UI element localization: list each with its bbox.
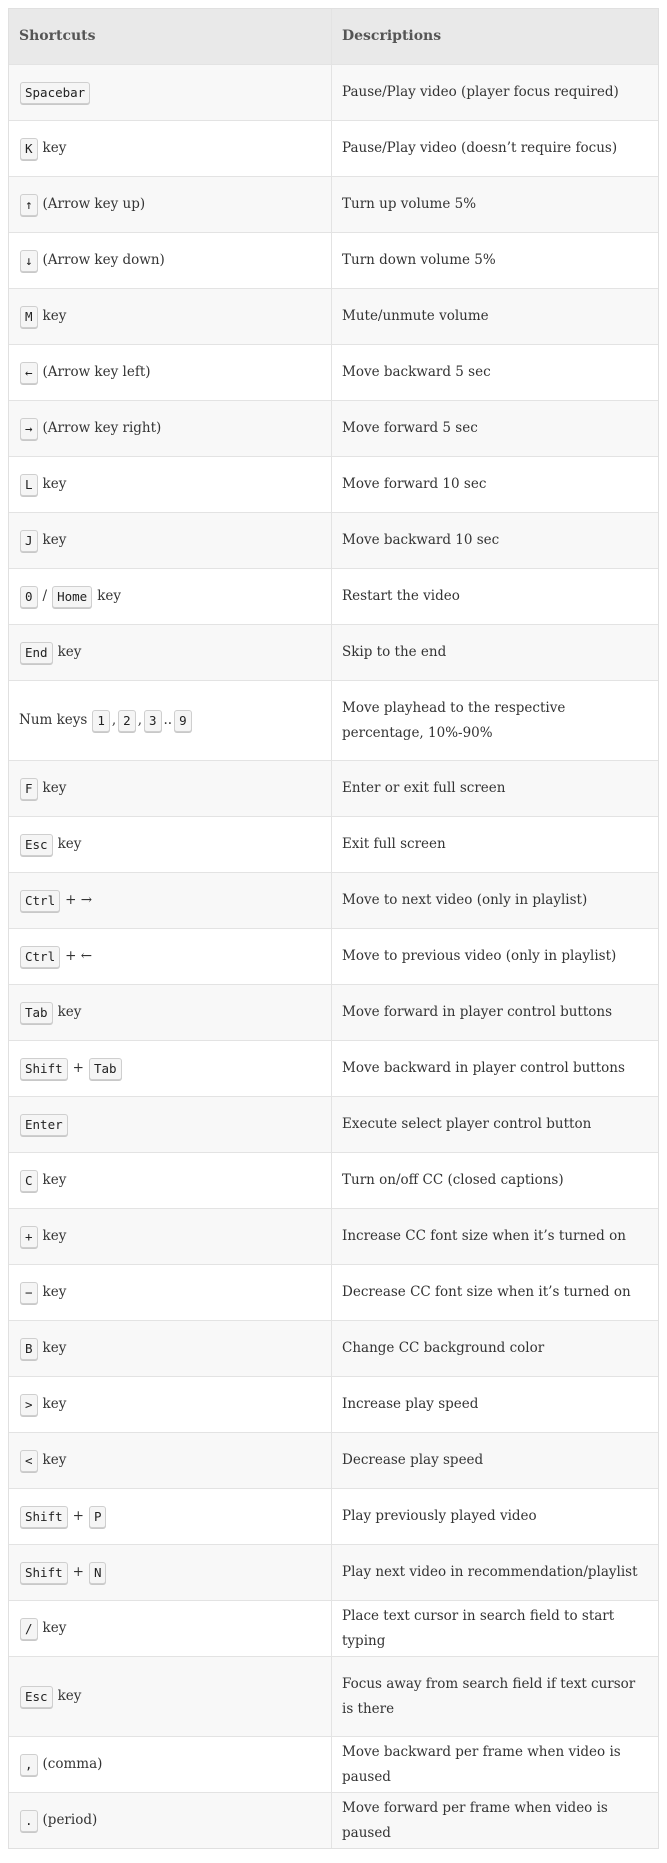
table-row — [9, 1432, 658, 1488]
key-cap: ↓ — [20, 250, 38, 272]
description-cell: Move forward in player control buttons — [342, 1004, 613, 1020]
description-cell: Change CC background color — [342, 1340, 545, 1356]
table-row — [9, 1376, 658, 1432]
key-cap: K — [20, 138, 38, 160]
shortcut-suffix: key — [42, 1172, 67, 1188]
shortcut-cell — [9, 1793, 332, 1848]
description-cell: Skip to the end — [342, 644, 447, 660]
key-cap: 2 — [118, 710, 136, 732]
shortcut-suffix: (Arrow key left) — [42, 364, 151, 380]
key-joiner: + — [72, 1060, 84, 1076]
key-cap: Home — [52, 586, 92, 608]
description-cell: Move backward per frame when video is paused — [342, 1743, 621, 1785]
header-shortcuts: Shortcuts — [9, 9, 332, 64]
key-joiner: , — [111, 712, 117, 728]
shortcut-suffix: key — [42, 1284, 67, 1300]
key-cap: Tab — [89, 1058, 122, 1080]
table-row — [9, 1320, 658, 1376]
description-cell: Execute select player control button — [342, 1116, 592, 1132]
table-row — [9, 176, 658, 232]
table-row — [9, 344, 658, 400]
table-row — [9, 1208, 658, 1264]
description-cell: Mute/unmute volume — [342, 308, 489, 324]
key-cap: 1 — [92, 710, 110, 732]
shortcut-cell — [9, 1265, 332, 1320]
key-cap: ↑ — [20, 194, 38, 216]
key-joiner: + — [72, 1508, 84, 1524]
description-cell: Pause/Play video (player focus required) — [342, 84, 619, 100]
table-header-row — [9, 9, 658, 64]
description-cell: Move forward 10 sec — [342, 476, 487, 492]
shortcut-cell — [9, 569, 332, 624]
shortcut-cell — [9, 1433, 332, 1488]
shortcut-suffix: (period) — [42, 1812, 98, 1828]
table-row — [9, 1736, 658, 1792]
key-joiner: / — [42, 588, 48, 604]
description-cell: Turn on/off CC (closed captions) — [342, 1172, 564, 1188]
shortcut-cell — [9, 625, 332, 680]
shortcut-suffix: key — [57, 1688, 82, 1704]
shortcut-cell — [9, 1737, 332, 1792]
description-cell: Play previously played video — [342, 1508, 537, 1524]
key-cap: Shift — [20, 1506, 68, 1528]
key-cap: F — [20, 778, 38, 800]
shortcut-suffix: key — [42, 532, 67, 548]
shortcut-cell — [9, 817, 332, 872]
table-row — [9, 512, 658, 568]
description-cell: Decrease play speed — [342, 1452, 484, 1468]
shortcut-cell — [9, 233, 332, 288]
table-row — [9, 872, 658, 928]
shortcut-suffix: key — [42, 308, 67, 324]
key-joiner: + — [72, 1564, 84, 1580]
key-joiner: , — [137, 712, 142, 728]
shortcut-cell — [9, 289, 332, 344]
shortcut-suffix: key — [57, 836, 82, 852]
shortcut-cell — [9, 1041, 332, 1096]
key-cap: ← — [20, 362, 38, 384]
shortcut-cell — [9, 985, 332, 1040]
shortcut-suffix: (comma) — [42, 1756, 103, 1772]
shortcut-cell — [9, 401, 332, 456]
description-cell: Move backward in player control buttons — [342, 1060, 625, 1076]
shortcut-cell — [9, 1209, 332, 1264]
table-row — [9, 1152, 658, 1208]
shortcut-suffix: key — [42, 140, 67, 156]
shortcut-cell — [9, 761, 332, 816]
key-cap: P — [89, 1506, 107, 1528]
key-cap: C — [20, 1170, 38, 1192]
description-cell: Pause/Play video (doesn’t require focus) — [342, 140, 618, 156]
shortcut-cell — [9, 65, 332, 120]
table-row — [9, 928, 658, 984]
key-cap: Tab — [20, 1002, 53, 1024]
description-cell: Increase play speed — [342, 1396, 479, 1412]
table-row — [9, 568, 658, 624]
shortcut-cell — [9, 681, 332, 760]
shortcut-cell — [9, 121, 332, 176]
shortcut-cell — [9, 513, 332, 568]
table-row — [9, 984, 658, 1040]
shortcut-cell — [9, 1657, 332, 1736]
key-cap: N — [89, 1562, 107, 1584]
table-row — [9, 456, 658, 512]
description-cell: Turn up volume 5% — [342, 196, 477, 212]
table-row — [9, 288, 658, 344]
description-cell: Place text cursor in search field to start typing — [342, 1607, 615, 1649]
key-cap: M — [20, 306, 38, 328]
description-cell: Decrease CC font size when it’s turned on — [342, 1284, 631, 1300]
key-cap: → — [20, 418, 38, 440]
key-cap: Shift — [20, 1562, 68, 1584]
key-cap: L — [20, 474, 38, 496]
shortcut-suffix: key — [97, 588, 121, 604]
key-cap: < — [20, 1450, 38, 1472]
key-cap: Enter — [20, 1114, 68, 1136]
shortcut-cell — [9, 1545, 332, 1600]
shortcut-cell — [9, 929, 332, 984]
shortcut-cell — [9, 1153, 332, 1208]
shortcut-suffix: + → — [65, 892, 93, 908]
shortcut-suffix: key — [42, 1452, 67, 1468]
shortcut-prefix: Num keys — [19, 712, 88, 728]
shortcut-cell — [9, 1377, 332, 1432]
shortcut-suffix: key — [42, 1396, 67, 1412]
table-body — [9, 64, 658, 1848]
description-cell: Play next video in recommendation/playlist — [342, 1564, 638, 1580]
shortcut-cell — [9, 345, 332, 400]
shortcut-suffix: + ← — [65, 948, 93, 964]
table-row — [9, 816, 658, 872]
description-cell: Exit full screen — [342, 836, 446, 852]
shortcut-cell — [9, 177, 332, 232]
description-cell: Focus away from search field if text cursor is there — [342, 1675, 636, 1717]
description-cell: Move forward per frame when video is paused — [342, 1799, 608, 1841]
table-row — [9, 1544, 658, 1600]
key-cap: Ctrl — [20, 946, 60, 968]
key-cap: 0 — [20, 586, 38, 608]
key-cap: Ctrl — [20, 890, 60, 912]
shortcut-cell — [9, 1097, 332, 1152]
table-row — [9, 1792, 658, 1848]
shortcut-cell — [9, 873, 332, 928]
key-cap: Esc — [20, 1686, 53, 1708]
key-cap: / — [20, 1618, 38, 1640]
table-row — [9, 1656, 658, 1736]
table-row — [9, 64, 658, 120]
table-row — [9, 1600, 658, 1656]
shortcut-suffix: key — [42, 1620, 67, 1636]
shortcut-cell — [9, 457, 332, 512]
description-cell: Increase CC font size when it’s turned on — [342, 1228, 626, 1244]
shortcut-cell — [9, 1321, 332, 1376]
key-cap: J — [20, 530, 38, 552]
table-row — [9, 1488, 658, 1544]
shortcut-suffix: key — [42, 1228, 67, 1244]
shortcut-suffix: (Arrow key up) — [42, 196, 146, 212]
description-cell: Enter or exit full screen — [342, 780, 506, 796]
description-cell: Move playhead to the respective percentage, 10%-90% — [342, 699, 566, 741]
key-cap: End — [20, 642, 53, 664]
table-row — [9, 120, 658, 176]
shortcut-suffix: key — [42, 780, 67, 796]
table-row — [9, 624, 658, 680]
shortcuts-table — [8, 8, 659, 1849]
key-cap: B — [20, 1338, 38, 1360]
key-cap: − — [20, 1282, 38, 1304]
key-cap: Spacebar — [20, 82, 90, 104]
table-row — [9, 680, 658, 760]
key-cap: > — [20, 1394, 38, 1416]
key-cap: . — [20, 1810, 38, 1832]
key-cap: Esc — [20, 834, 53, 856]
key-cap: 9 — [174, 710, 192, 732]
key-cap: 3 — [144, 710, 162, 732]
description-cell: Restart the video — [342, 588, 460, 604]
shortcut-suffix: key — [57, 644, 82, 660]
key-cap: + — [20, 1226, 38, 1248]
table-row — [9, 400, 658, 456]
table-row — [9, 1096, 658, 1152]
header-descriptions: Descriptions — [342, 28, 442, 44]
key-cap: , — [20, 1754, 38, 1776]
shortcut-suffix: key — [42, 1340, 67, 1356]
key-cap: Shift — [20, 1058, 68, 1080]
shortcut-suffix: (Arrow key down) — [42, 252, 165, 268]
table-row — [9, 1264, 658, 1320]
table-row — [9, 1040, 658, 1096]
shortcut-suffix: key — [42, 476, 67, 492]
table-row — [9, 760, 658, 816]
description-cell: Move to next video (only in playlist) — [342, 892, 588, 908]
description-cell: Move forward 5 sec — [342, 420, 478, 436]
shortcut-cell — [9, 1489, 332, 1544]
shortcut-cell — [9, 1601, 332, 1656]
shortcut-suffix: key — [57, 1004, 82, 1020]
shortcut-suffix: (Arrow key right) — [42, 420, 162, 436]
description-cell: Turn down volume 5% — [342, 252, 496, 268]
key-joiner: .. — [163, 712, 173, 728]
description-cell: Move backward 10 sec — [342, 532, 500, 548]
description-cell: Move backward 5 sec — [342, 364, 491, 380]
description-cell: Move to previous video (only in playlist) — [342, 948, 617, 964]
table-row — [9, 232, 658, 288]
